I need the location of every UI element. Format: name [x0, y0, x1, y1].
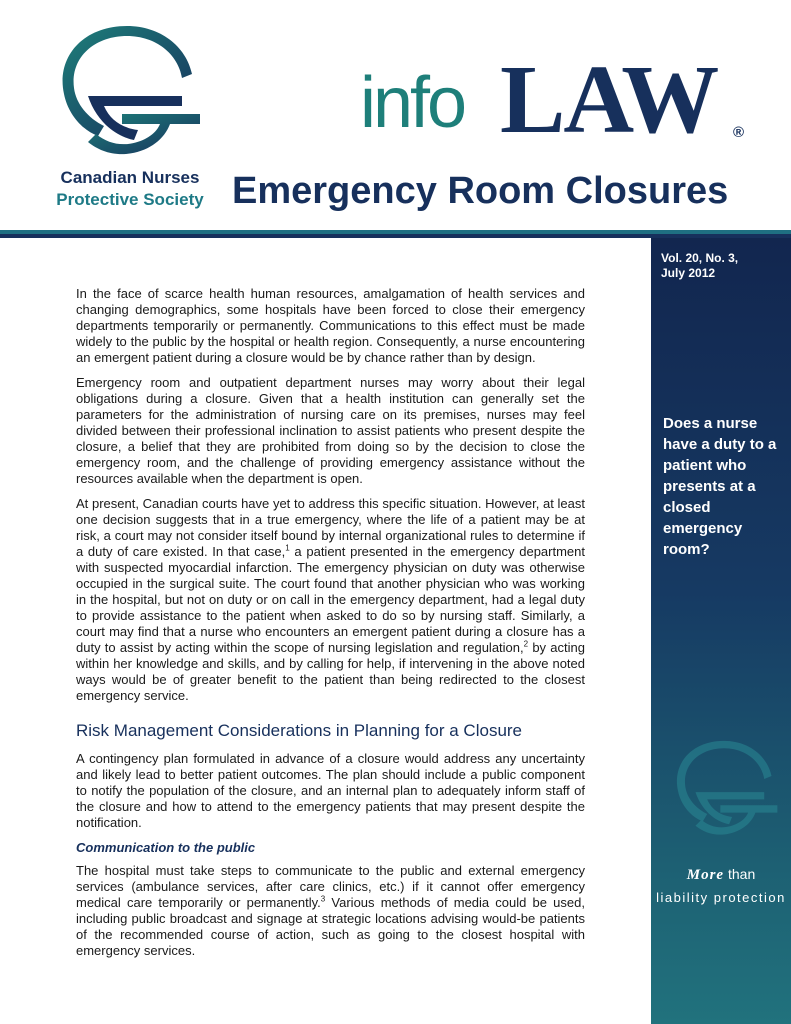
issue-info	[661, 251, 738, 281]
org-name-line1: Canadian Nurses	[60, 168, 200, 187]
text-run: The hospital must take steps to communicate to the public and external emergency services (ambulance services, after care clinics, etc.) if it cannot offer emergency medical care temporarily or permanently.	[76, 863, 585, 910]
paragraph-contingency: A contingency plan formulated in advance of a closure would address any uncertainty and likely lead to better patient outcomes. The plan should include a public component to notify the population of the closure, and an internal plan to adequately inform staff of the closure and how to attend to the emergency patients that may present despite the notification.	[76, 751, 585, 830]
page-header	[0, 0, 791, 230]
footnote-ref-3: 3	[320, 894, 326, 904]
brand-law-text: LAW	[500, 46, 718, 154]
footnote-ref-1: 1	[285, 543, 290, 553]
page-title: Emergency Room Closures	[232, 170, 729, 212]
tagline-than: than	[724, 866, 756, 882]
tagline-line2: liability protection	[656, 890, 786, 905]
cnps-logo-icon	[52, 22, 202, 167]
text-run: At present, Canadian courts have yet to address this specific situation. However, at least one decision suggests that in a true emergency, where the life of a patient may be at risk, a court may not consider itself bound by internal organizational rules to determine if a duty of care existed. In that case,	[76, 496, 585, 559]
text-run: a patient presented in the emergency department with suspected myocardial infarction. The emergency physician on duty was otherwise occupied in the surgical suite. The court found that another physician who was working in the hospital, but not on duty or on call in the emergency department, had a legal duty to provide assistance to the patient when asked to do so by nursing staff. Similarly, a court may find that a nurse who encounters an emergent patient during a closure has a duty to assist by acting within the scope of nursing legislation and regulation,	[76, 544, 585, 655]
article-body	[76, 286, 585, 968]
paragraph-courts	[76, 496, 585, 704]
cnps-watermark-icon	[669, 738, 779, 844]
section-heading: Risk Management Considerations in Planning for a Closure	[76, 721, 523, 740]
paragraph-intro: In the face of scarce health human resources, amalgamation of health services and changing demographics, some hospitals have been forced to close their emergency departments temporarily or permanently. Communications to this effect must be made widely to the public by the hospital or health region. Consequently, a nurse encountering an emergent patient during a closure would be by chance rather than by design.	[76, 286, 585, 365]
subsection-heading: Communication to the public	[76, 840, 256, 855]
volume-number: Vol. 20, No. 3,	[661, 251, 739, 265]
issue-date: July 2012	[661, 266, 716, 280]
pull-quote: Does a nurse have a duty to a patient who presents at a closed emergency room?	[663, 415, 777, 558]
tagline-more: More	[686, 867, 725, 883]
text-run: Various methods of media could be used, including public broadcast and signage at strategic locations advising would-be patients of the recommended course of action, such as going to the closest hospital with emergency services.	[76, 895, 585, 958]
registered-mark: ®	[733, 124, 745, 141]
text-run: by acting within her knowledge and skills, and by calling for help, if intervening in the above noted ways would be of greater benefit to the patient than being redirected to the closest emergency service.	[76, 640, 585, 703]
org-name-line2: Protective Society	[56, 190, 204, 209]
paragraph-communication	[76, 863, 585, 959]
footnote-ref-2: 2	[523, 639, 529, 649]
paragraph-obligations: Emergency room and outpatient department nurses may worry about their legal obligations during a closure. Given that a health institution can generally set the parameters for the administration of nursing care on its premises, nurses may feel divided between their professional inclination to assist patients who present despite the closure, a belief that they are prohibited from doing so by the decision to close the emergency room, and the challenge of providing emergency assistance without the resources available when the department is open.	[76, 375, 585, 486]
sidebar	[651, 238, 791, 1024]
tagline-line1	[651, 866, 791, 884]
brand-info-text: info	[360, 63, 465, 143]
